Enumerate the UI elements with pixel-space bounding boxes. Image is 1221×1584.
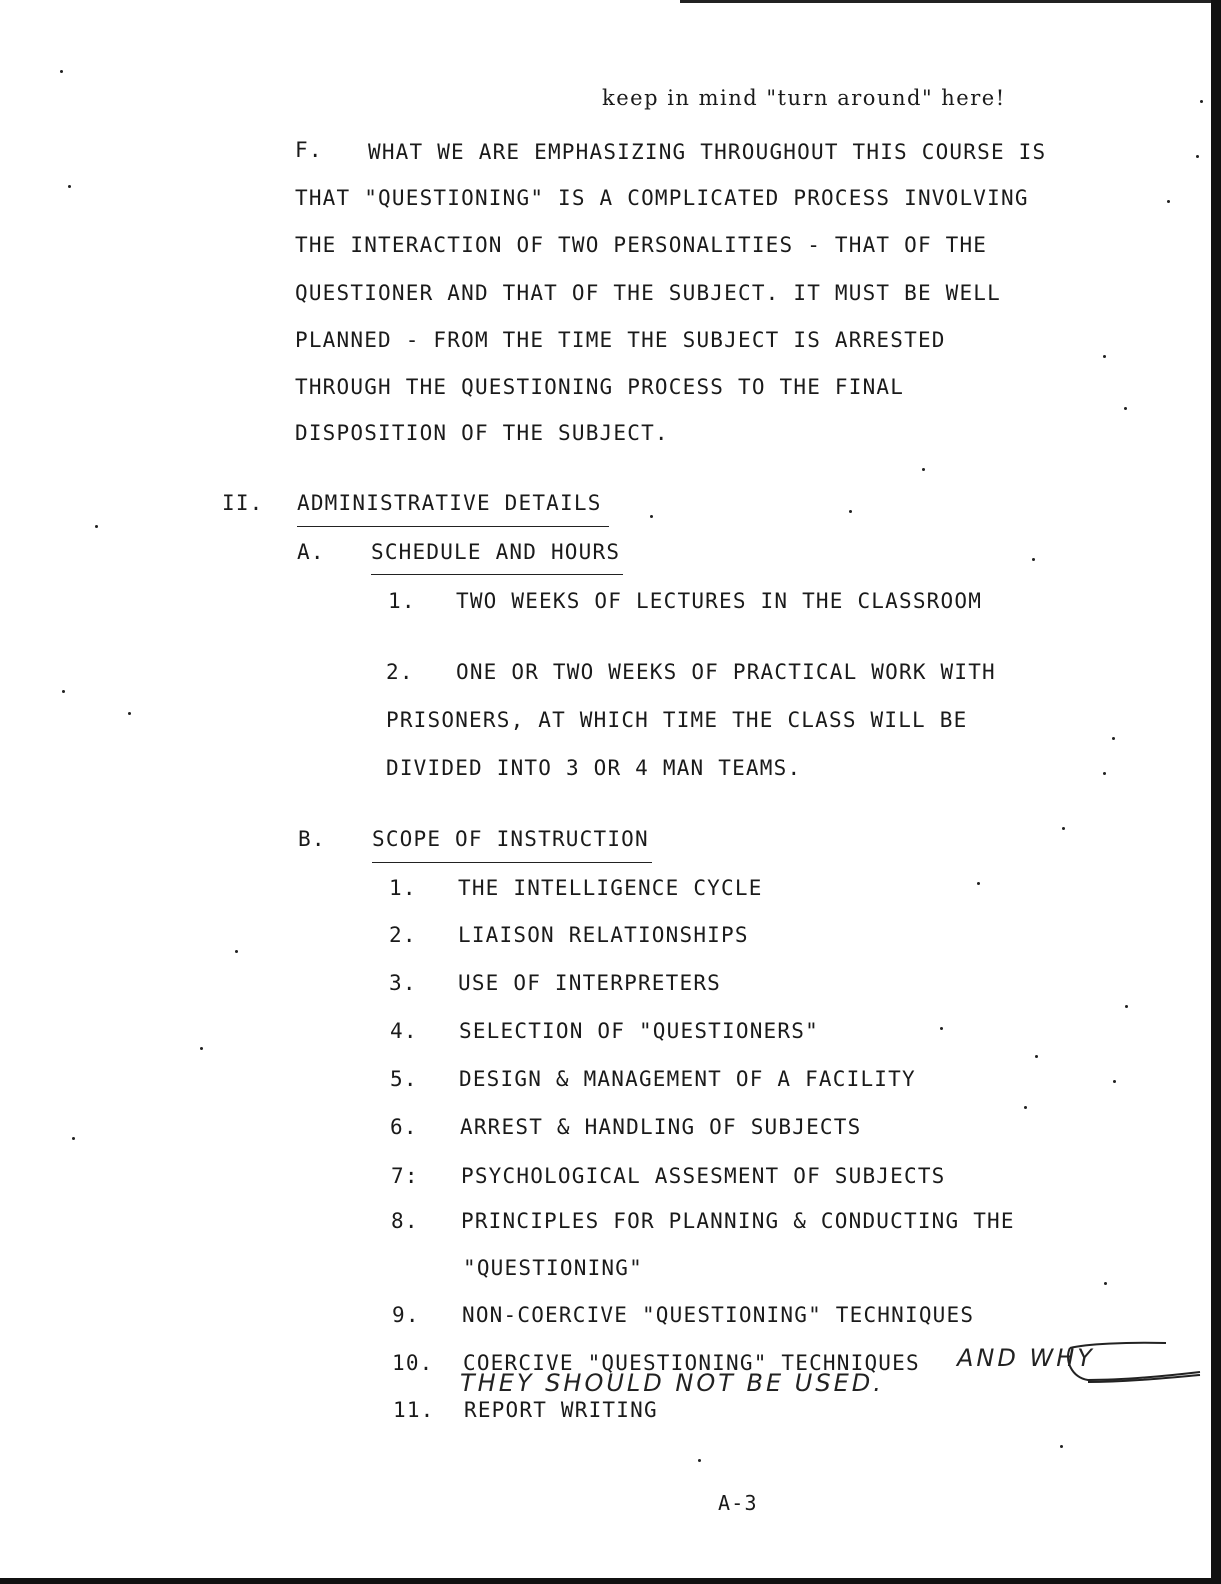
scan-speck (977, 882, 980, 885)
section-ii-label: II. (222, 491, 264, 515)
scan-speck (922, 468, 925, 471)
scope-item-text: SELECTION OF "QUESTIONERS" (459, 1019, 819, 1043)
scope-item-text: ARREST & HANDLING OF SUBJECTS (460, 1115, 862, 1139)
scan-edge-top (680, 0, 1221, 3)
scope-item-text: "QUESTIONING" (463, 1256, 643, 1280)
scan-speck (72, 1137, 75, 1140)
sub-a-heading: SCHEDULE AND HOURS (371, 540, 621, 564)
scope-item-text: PSYCHOLOGICAL ASSESMENT OF SUBJECTS (461, 1164, 946, 1188)
scope-item-number: 11. (393, 1398, 435, 1422)
sub-b-heading: SCOPE OF INSTRUCTION (372, 827, 649, 851)
scan-speck (1103, 355, 1106, 358)
scope-item-text: COERCIVE "QUESTIONING" TECHNIQUES (463, 1351, 920, 1375)
scan-speck (849, 510, 852, 513)
scope-item-text: NON-COERCIVE "QUESTIONING" TECHNIQUES (462, 1303, 975, 1327)
scan-speck (62, 690, 65, 693)
scope-item-text: DESIGN & MANAGEMENT OF A FACILITY (459, 1067, 916, 1091)
scope-item-number: 8. (391, 1209, 419, 1233)
section-ii-heading: ADMINISTRATIVE DETAILS (297, 491, 602, 515)
scan-speck (1024, 1106, 1027, 1109)
scan-edge-right (1211, 0, 1221, 1584)
section-f-line: THROUGH THE QUESTIONING PROCESS TO THE FINAL (295, 375, 905, 399)
sub-a-item-text: DIVIDED INTO 3 OR 4 MAN TEAMS. (386, 756, 802, 780)
scan-speck (95, 525, 98, 528)
sub-a-label: A. (297, 540, 325, 564)
section-ii-underline (297, 526, 609, 527)
scope-item-number: 9. (392, 1303, 420, 1327)
scope-item-number: 10. (392, 1351, 434, 1375)
scan-edge-bottom (0, 1578, 1221, 1584)
scope-item-text: REPORT WRITING (464, 1398, 658, 1422)
scope-item-number: 2. (389, 923, 417, 947)
scan-speck (650, 515, 653, 518)
scan-speck (1113, 1080, 1116, 1083)
scan-speck (1035, 1055, 1038, 1058)
scope-item-text: LIAISON RELATIONSHIPS (458, 923, 749, 947)
section-f-line: WHAT WE ARE EMPHASIZING THROUGHOUT THIS COURSE IS (368, 140, 1047, 164)
scope-item-text: USE OF INTERPRETERS (458, 971, 722, 995)
sub-a-underline (371, 574, 623, 575)
scan-speck (68, 185, 71, 188)
scope-item-text: THE INTELLIGENCE CYCLE (458, 876, 763, 900)
scan-speck (1062, 827, 1065, 830)
scope-item-text: PRINCIPLES FOR PLANNING & CONDUCTING THE (461, 1209, 1015, 1233)
sub-a-item-text: TWO WEEKS OF LECTURES IN THE CLASSROOM (456, 589, 983, 613)
scan-speck (1103, 772, 1106, 775)
scan-speck (200, 1047, 203, 1050)
sub-b-label: B. (298, 827, 326, 851)
handwritten-annotation: THEY SHOULD NOT BE USED. (460, 1369, 884, 1397)
scope-item-number: 4. (390, 1019, 418, 1043)
scan-speck (1112, 737, 1115, 740)
section-f-line: QUESTIONER AND THAT OF THE SUBJECT. IT MUST BE WELL (295, 281, 1001, 305)
scan-speck (1060, 1445, 1063, 1448)
scan-speck (1167, 200, 1170, 203)
sub-a-item-number: 2. (386, 660, 414, 684)
page-number: A-3 (718, 1491, 758, 1515)
scope-item-number: 3. (389, 971, 417, 995)
scan-speck (128, 712, 131, 715)
scan-speck (698, 1459, 701, 1462)
scope-item-number: 5. (390, 1067, 418, 1091)
scan-speck (235, 950, 238, 953)
scan-speck (940, 1027, 943, 1030)
sub-a-item-text: ONE OR TWO WEEKS OF PRACTICAL WORK WITH (456, 660, 996, 684)
scope-item-number: 1. (389, 876, 417, 900)
scan-speck (1196, 155, 1199, 158)
scan-speck (1200, 100, 1203, 103)
handwritten-arrow-mark (1066, 1338, 1206, 1390)
section-f-line: THE INTERACTION OF TWO PERSONALITIES - THAT OF THE (295, 233, 988, 257)
section-f-label: F. (295, 138, 323, 162)
scope-item-number: 6. (390, 1115, 418, 1139)
sub-a-item-number: 1. (388, 589, 416, 613)
handwritten-annotation: AND WHY (957, 1344, 1095, 1372)
margin-note: keep in mind "turn around" here! (602, 86, 1006, 110)
scan-speck (1125, 1005, 1128, 1008)
scan-speck (1032, 558, 1035, 561)
scan-speck (1104, 1282, 1107, 1285)
scan-speck (1124, 407, 1127, 410)
sub-a-item-text: PRISONERS, AT WHICH TIME THE CLASS WILL BE (386, 708, 968, 732)
section-f-line: THAT "QUESTIONING" IS A COMPLICATED PROCESS INVOLVING (295, 186, 1029, 210)
scope-item-number: 7: (391, 1164, 419, 1188)
section-f-line: PLANNED - FROM THE TIME THE SUBJECT IS ARRESTED (295, 328, 946, 352)
scan-speck (60, 70, 63, 73)
section-f-line: DISPOSITION OF THE SUBJECT. (295, 421, 669, 445)
sub-b-underline (372, 862, 652, 863)
